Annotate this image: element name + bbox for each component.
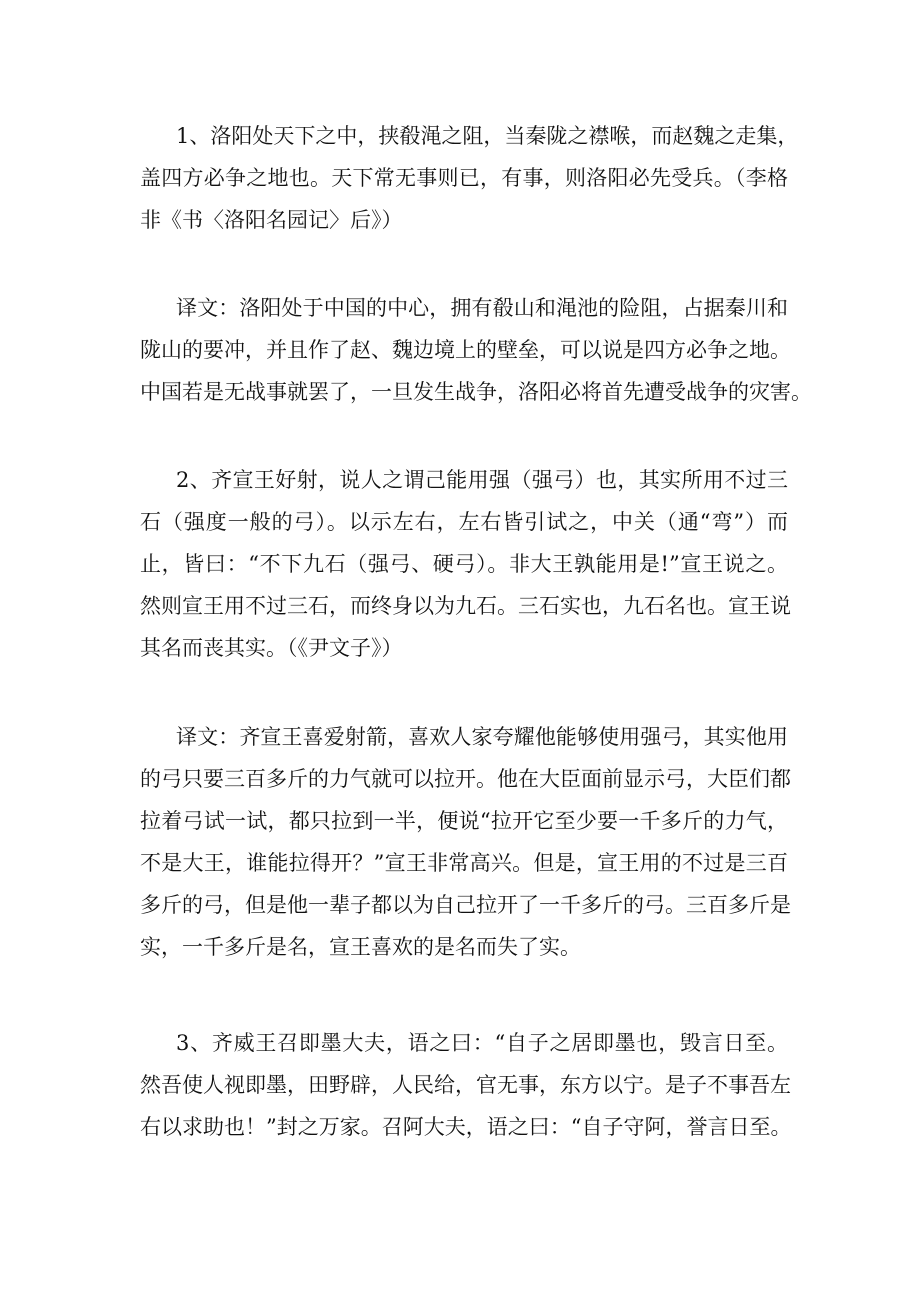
text-line: 2、齐宣王好射，说人之谓己能用强（强弓）也，其实所用不过三 — [176, 468, 788, 492]
text-line: 其名而丧其实。（《尹文子》） — [140, 636, 403, 660]
paragraph-1-translation — [140, 287, 812, 413]
text-line: 然吾使人视即墨，田野辟，人民给，官无事，东方以宁。是子不事吾左 — [140, 1073, 791, 1097]
text-line: 石（强度一般的弓）。以示左右，左右皆引试之，中关（通“弯”）而 — [140, 510, 788, 534]
text-line: 译文：齐宣王喜爱射箭，喜欢人家夸耀他能够使用强弓，其实他用 — [176, 725, 788, 749]
text-line: 非《书〈洛阳名园记〉后》） — [140, 208, 403, 232]
text-line: 止，皆曰：“不下九石（强弓、硬弓）。非大王孰能用是!”宣王说之。 — [140, 552, 788, 576]
text-line: 实，一千多斤是名，宣王喜欢的是名而失了实。 — [140, 935, 581, 959]
text-line: 3、齐威王召即墨大夫，语之曰：“自子之居即墨也，毁言日至。 — [176, 1031, 788, 1055]
text-line: 拉着弓试一试，都只拉到一半，便说“拉开它至少要一千多斤的力气， — [140, 809, 788, 833]
paragraph-2-translation — [140, 716, 791, 968]
text-line: 多斤的弓，但是他一辈子都以为自己拉开了一千多斤的弓。三百多斤是 — [140, 893, 791, 917]
text-line: 然则宣王用不过三石，而终身以为九石。三石实也，九石名也。宣王说 — [140, 594, 791, 618]
text-line: 盖四方必争之地也。天下常无事则已，有事，则洛阳必先受兵。（李格 — [140, 166, 788, 190]
text-line: 不是大王，谁能拉得开？”宣王非常高兴。但是，宣王用的不过是三百 — [140, 851, 788, 875]
text-line: 中国若是无战事就罢了，一旦发生战争，洛阳必将首先遭受战争的灾害。 — [140, 380, 812, 404]
text-line: 1、洛阳处天下之中，挟殽渑之阻，当秦陇之襟喉，而赵魏之走集， — [176, 124, 799, 148]
paragraph-1-original-text — [140, 115, 799, 241]
paragraph-3-original-text — [140, 1022, 792, 1148]
paragraph-2-original-text — [140, 459, 791, 669]
text-line: 右以求助也！”封之万家。召阿大夫，语之曰：“自子守阿，誉言日至。 — [140, 1115, 792, 1139]
text-line: 陇山的要冲，并且作了赵、魏边境上的壁垒，可以说是四方必争之地。 — [140, 338, 791, 362]
text-line: 译文：洛阳处于中国的中心，拥有殽山和渑池的险阻，占据秦川和 — [176, 296, 788, 320]
text-line: 的弓只要三百多斤的力气就可以拉开。他在大臣面前显示弓，大臣们都 — [140, 767, 791, 791]
